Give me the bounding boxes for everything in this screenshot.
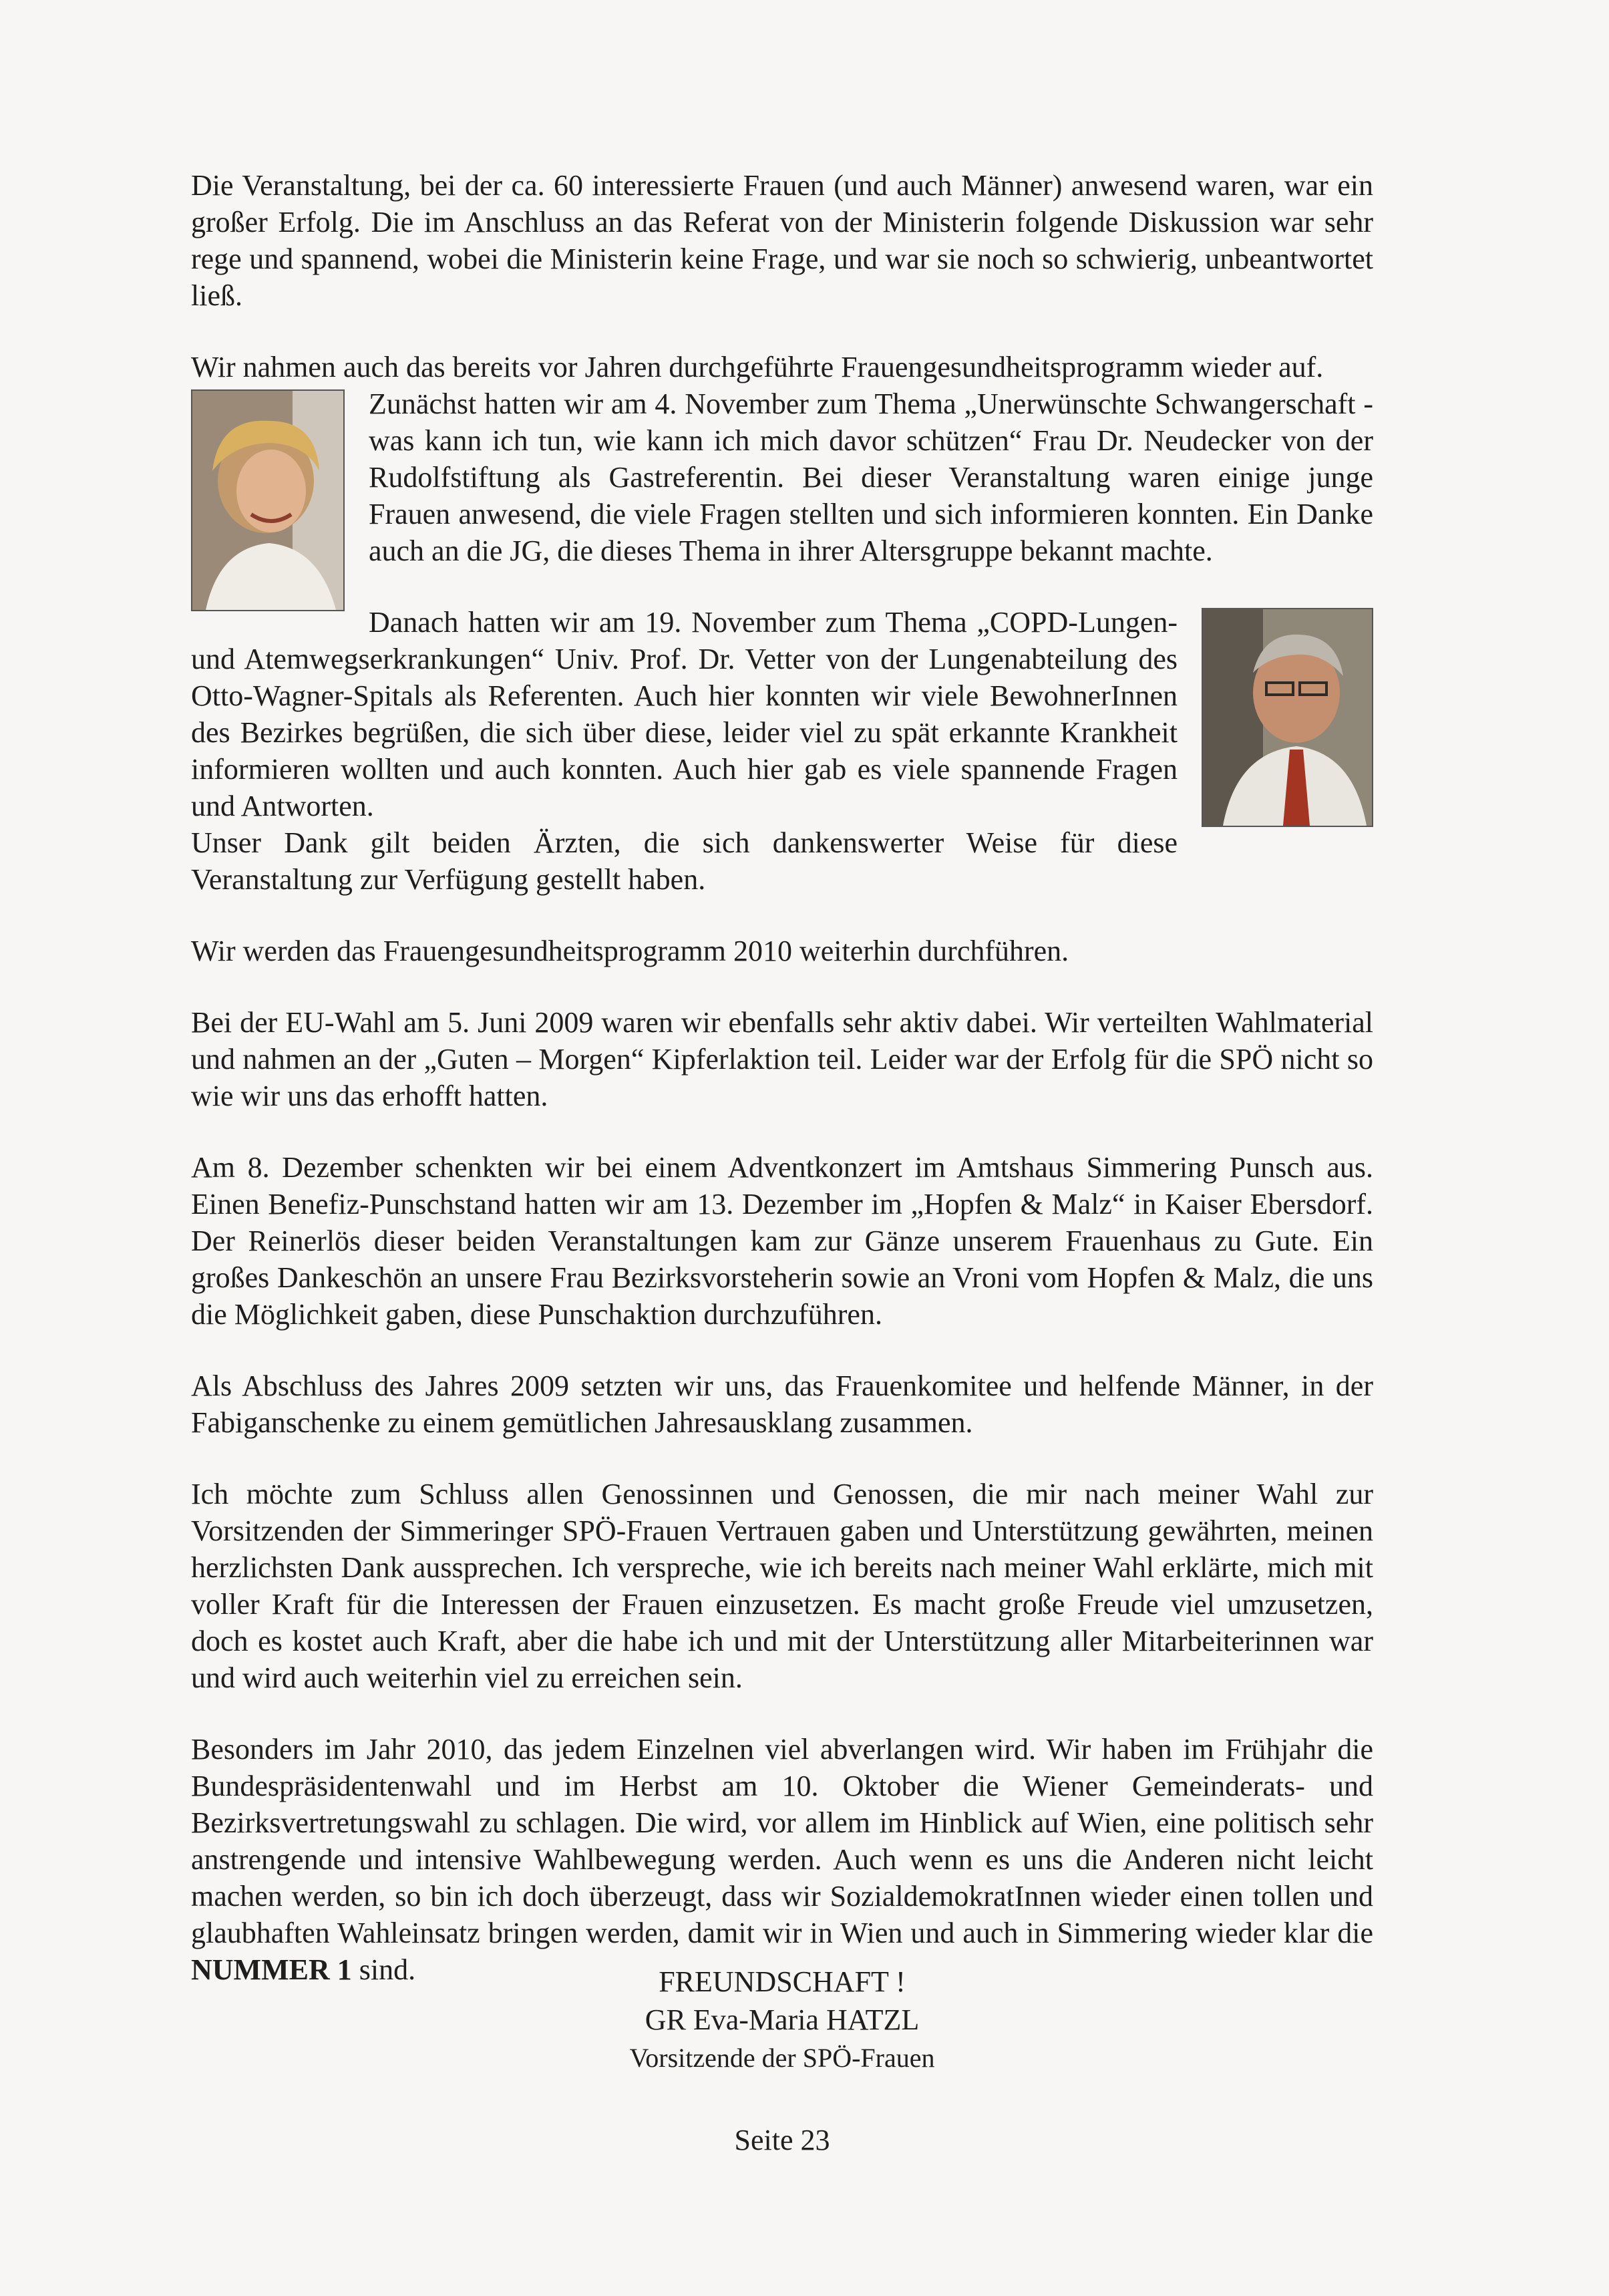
paragraph-first-lecture: Zunächst hatten wir am 4. November zum Thema „Unerwünschte Schwangerschaft - was kann ich tun, wie kann ich mich davor schützen“ Frau Dr. Neudecker von der Rudolfstiftung als Gastreferentin. Bei dieser Veranstaltung waren einige junge Frauen anwesend, die viele Fragen stellten und sich informieren konnten. Ein Danke auch an die JG, die dieses Thema in ihrer Altersgruppe bekannt machte. [369, 387, 1373, 567]
paragraph-punch-events: Am 8. Dezember schenkten wir bei einem Adventkonzert im Amtshaus Simmering Punsch aus. Einen Benefiz-Punschstand hatten wir am 13. Dezember im „Hopfen & Malz“ in Kaiser Ebersdorf. Der Reinerlös dieser beiden Veranstaltungen kam zur Gänze unserem Frauenhaus zu Gute. Ein großes Dankeschön an unsere Frau Bezirksvorsteherin sowie an Vroni vom Hopfen & Malz, die uns die Möglichkeit gaben, diese Punschaktion durchzuführen. [191, 1151, 1373, 1331]
paragraph-thanks-members: Ich möchte zum Schluss allen Genossinnen und Genossen, die mir nach meiner Wahl zur Vorsitzenden der Simmeringer SPÖ-Frauen Vertrauen gaben und Unterstützung gewährten, meinen herzlichsten Dank aussprechen. Ich verspreche, wie ich bereits nach meiner Wahl erklärte, mich mit voller Kraft für die Interessen der Frauen einzusetzen. Es macht große Freude viel umzusetzen, doch es kostet auch Kraft, aber die habe ich und mit der Unterstützung aller Mitarbeiterinnen war und wird auch weiterhin viel zu erreichen sein. [191, 1478, 1373, 1694]
signatory-name: GR Eva-Maria HATZL [645, 2003, 920, 2036]
signatory-role: Vorsitzende der SPÖ-Frauen [629, 2043, 935, 2073]
number-one-highlight: NUMMER 1 [191, 1953, 352, 1986]
photo-dr-neudecker [191, 389, 345, 611]
closing-greeting: FREUNDSCHAFT ! [659, 1965, 906, 1998]
signature-block [191, 1963, 1373, 2077]
election-2010-text: Besonders im Jahr 2010, das jedem Einzelnen viel abverlangen wird. Wir haben im Frühjahr die Bundespräsidentenwahl und im Herbst am 10. Oktober die Wiener Gemeinderats- und Bezirksvertretungswahl zu schlagen. Die wird, vor allem im Hinblick auf Wien, eine politisch sehr anstrengende und intensive Wahlbewegung werden. Auch wenn es uns die Anderen nicht leicht machen werden, so bin ich doch überzeugt, dass wir SozialdemokratInnen wieder einen tollen und glaubhaften Wahleinsatz bringen werden, damit wir in Wien und auch in Simmering wieder klar die [191, 1733, 1373, 1949]
man-portrait-image [1203, 609, 1372, 826]
paragraph-election-2010 [191, 1731, 1373, 1988]
body-text [191, 167, 1373, 2023]
paragraph-second-lecture: Danach hatten wir am 19. November zum Thema „COPD-Lungen- und Atemwegserkrankungen“ Univ. Prof. Dr. Vetter von der Lungenabteilung des Otto-Wagner-Spitals als Referenten. Auch hier konnten wir viele BewohnerInnen des Bezirkes begrüßen, die sich über diese, leider viel zu spät erkannte Krankheit informieren wollten und auch konnten. Auch hier gab es viele spannende Fragen und Antworten. [191, 606, 1178, 822]
paragraph-event-summary: Die Veranstaltung, bei der ca. 60 interessierte Frauen (und auch Männer) anwesend waren, war ein großer Erfolg. Die im Anschluss an das Referat von der Ministerin folgende Diskussion war sehr rege und spannend, wobei die Ministerin keine Frage, und war sie noch so schwierig, unbeantwortet ließ. [191, 169, 1373, 312]
photo-prof-vetter [1202, 608, 1373, 827]
paragraph-eu-election: Bei der EU-Wahl am 5. Juni 2009 waren wir ebenfalls sehr aktiv dabei. Wir verteilten Wahlmaterial und nahmen an der „Guten – Morgen“ Kipferlaktion teil. Leider war der Erfolg für die SPÖ nicht so wie wir uns das erhofft hatten. [191, 1006, 1373, 1112]
woman-portrait-image [192, 391, 343, 610]
paragraph-program-2010: Wir werden das Frauengesundheitsprogramm 2010 weiterhin durchführen. [191, 935, 1069, 967]
election-2010-ending: sind. [351, 1953, 416, 1986]
page-number: Seite 23 [734, 2124, 830, 2156]
paragraph-thanks-doctors: Unser Dank gilt beiden Ärzten, die sich dankenswerter Weise für diese Veranstaltung zur Verfügung gestellt haben. [191, 826, 1178, 896]
paragraph-health-program: Wir nahmen auch das bereits vor Jahren durchgeführte Frauengesundheitsprogramm wieder auf. [191, 351, 1324, 383]
paragraph-year-end: Als Abschluss des Jahres 2009 setzten wir uns, das Frauenkomitee und helfende Männer, in der Fabiganschenke zu einem gemütlichen Jahresausklang zusammen. [191, 1369, 1373, 1439]
